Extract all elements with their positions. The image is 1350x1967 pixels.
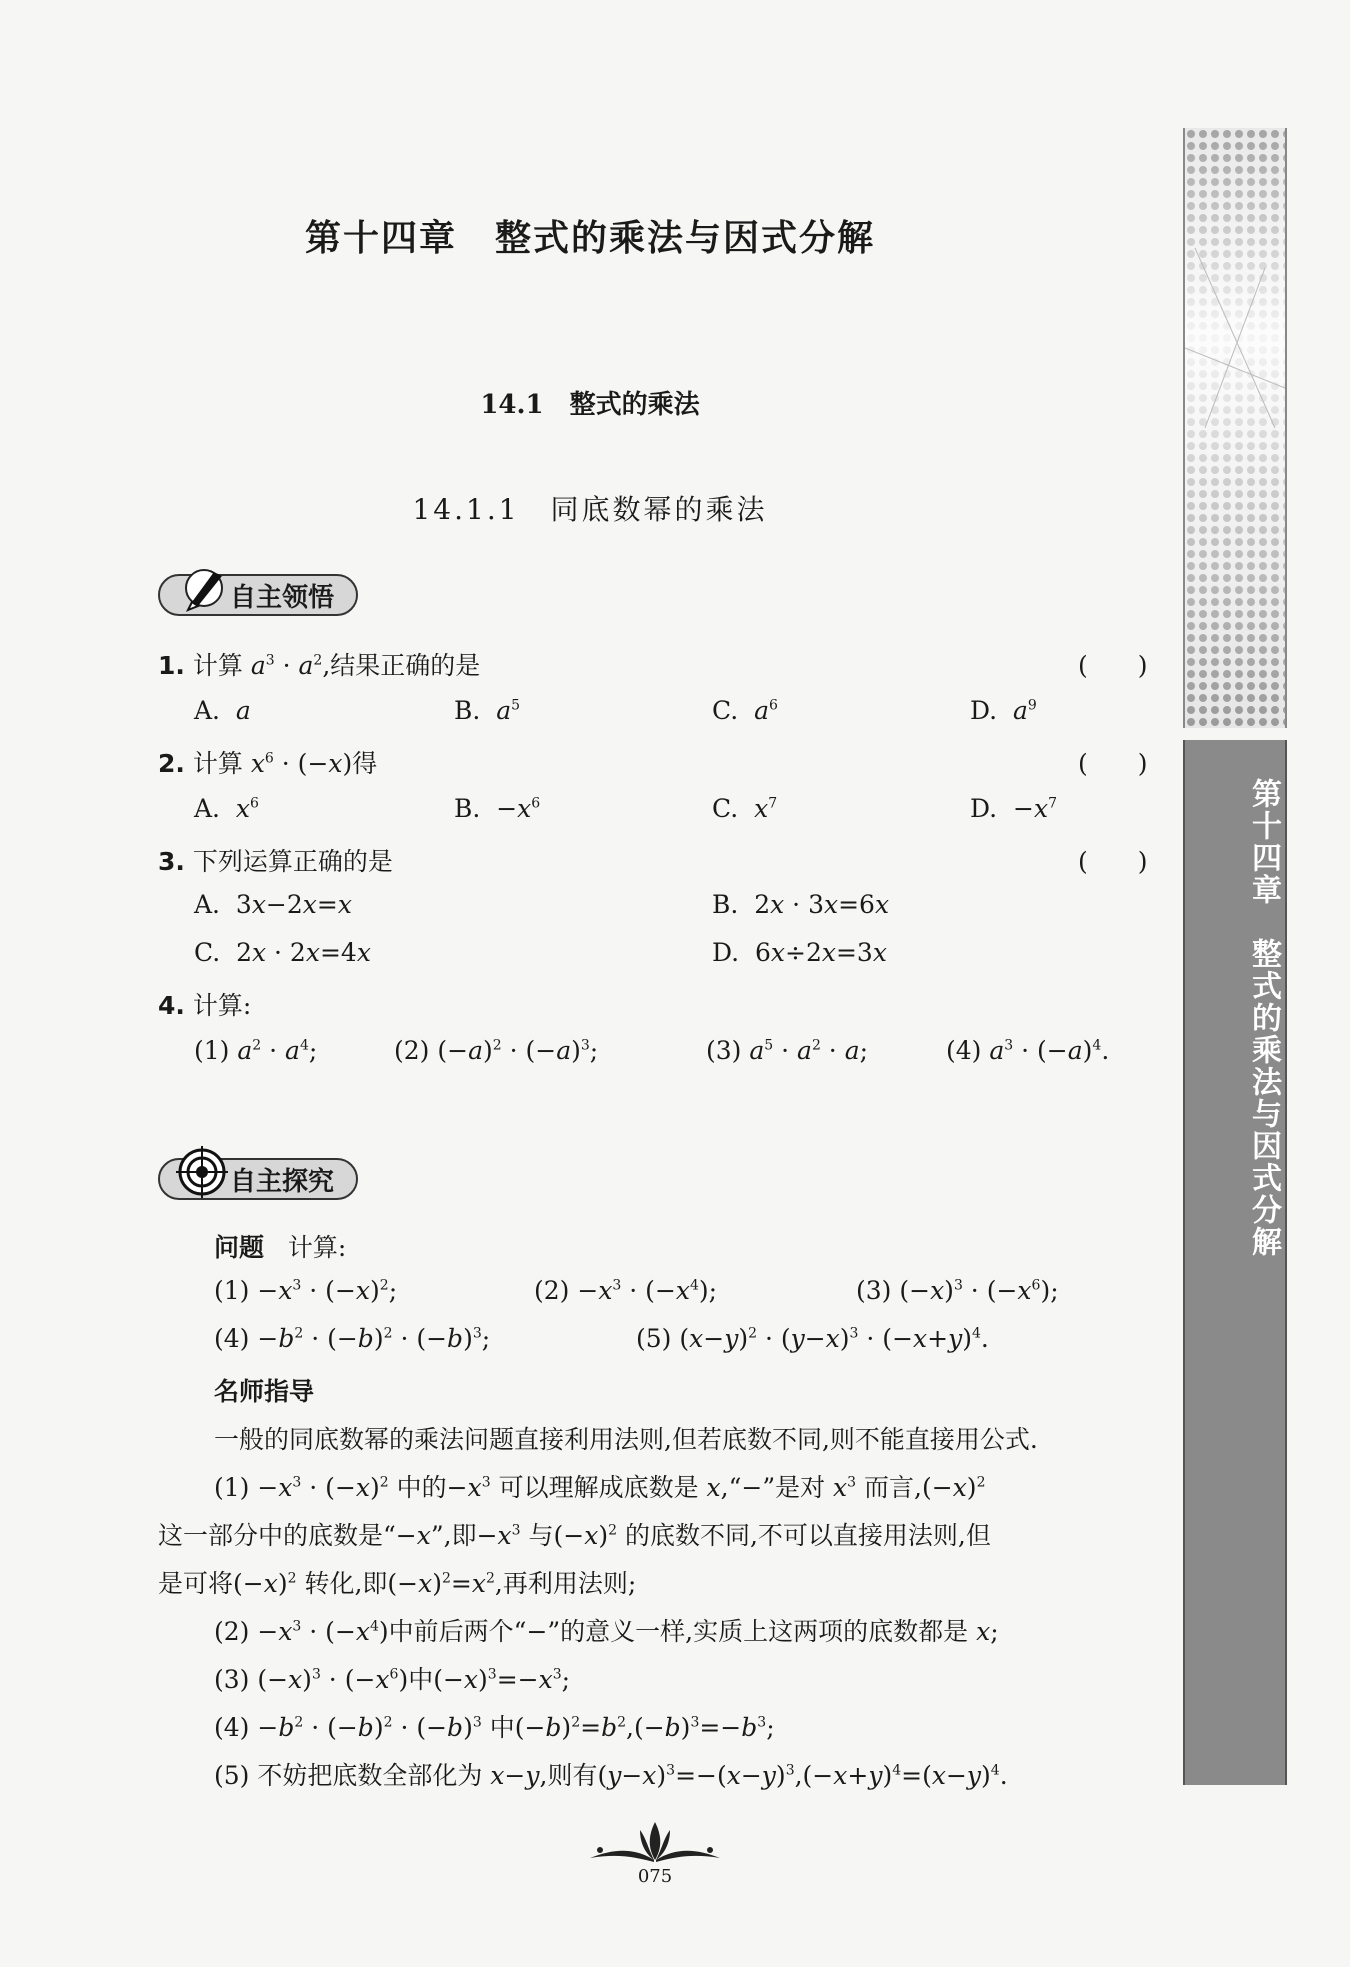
problem-part-3: (3) $(-x)^3 \cdot (-x^6)$;	[856, 1276, 1059, 1305]
badge-self-understanding	[158, 574, 358, 616]
q1-option-c: C. $a^6$	[712, 696, 778, 725]
question-3: 3. 下列运算正确的是	[158, 847, 393, 876]
guide-line-2: $(1) -x^3 \cdot (-x)^2$ 中的$-x^3$ 可以理解成底数是 x,“−”是对 $x^3$ 而言$,(-x)^2$	[214, 1473, 986, 1502]
problem-heading: 问题 计算:	[214, 1233, 347, 1262]
ornament-icon	[580, 1818, 730, 1866]
problem-part-5: (5) $(x-y)^2 \cdot (y-x)^3 \cdot (-x+y)^4$.	[636, 1324, 989, 1353]
q4-part-3: (3) $a^5 \cdot a^2 \cdot a$;	[706, 1036, 869, 1065]
chapter-title: 第十四章 整式的乘法与因式分解	[304, 217, 875, 259]
q4-part-4: (4) $a^3 \cdot (-a)^4$.	[946, 1036, 1110, 1065]
q4-part-2: (2) $(-a)^2 \cdot (-a)^3$;	[394, 1036, 599, 1065]
question-2: 2. 计算 $x^6 \cdot (-x)$得	[158, 749, 378, 778]
guide-line-4: 是可将$(-x)^2$ 转化,即$(-x)^2=x^2$,再利用法则;	[158, 1569, 637, 1598]
halftone-pattern	[1185, 128, 1285, 728]
q2-option-a: A. $x^6$	[194, 794, 259, 823]
badge-label: 自主探究	[230, 1166, 335, 1197]
q4-part-1: (1) $a^2 \cdot a^4$;	[194, 1036, 318, 1065]
side-chapter-text: 第十四章 整式的乘法与因式分解	[1246, 778, 1281, 1258]
problem-part-4: $(4) -b^2 \cdot (-b)^2 \cdot (-b)^3$;	[214, 1324, 491, 1353]
guide-heading: 名师指导	[214, 1377, 315, 1406]
q2-option-d: D. $-x^7$	[970, 794, 1057, 823]
q3-option-a: A. 3x−2x=x	[194, 890, 352, 919]
page-number: 075	[637, 1866, 673, 1887]
answer-paren-3: ( )	[1078, 847, 1148, 876]
q2-option-c: C. $x^7$	[712, 794, 778, 823]
q3-option-c: C. 2x · 2x=4x	[194, 938, 371, 967]
question-1: 1. 计算 $a^3 \cdot a^2$,结果正确的是	[158, 651, 481, 680]
badge-label: 自主领悟	[230, 582, 335, 613]
problem-part-1: $(1) -x^3 \cdot (-x)^2$;	[214, 1276, 398, 1305]
q1-option-d: D. $a^9$	[970, 696, 1037, 725]
section-title: 14.1 整式的乘法	[480, 390, 700, 420]
subsection-title: 14.1.1 同底数幂的乘法	[412, 493, 768, 526]
target-icon	[174, 1142, 230, 1198]
q3-option-b: B. 2x · 3x=6x	[712, 890, 890, 919]
side-decoration	[1183, 128, 1287, 728]
q3-option-d: D. 6x÷2x=3x	[712, 938, 887, 967]
guide-line-6: (3) $(-x)^3 \cdot (-x^6)$中$(-x)^3=-x^3$;	[214, 1665, 571, 1694]
guide-line-5: $(2) -x^3 \cdot (-x^4)$中前后两个“−”的意义一样,实质上这两项的底数都是 x;	[214, 1617, 999, 1646]
q2-option-b: B. $-x^6$	[454, 794, 541, 823]
guide-line-8: (5) 不妨把底数全部化为 x−y,则有$(y-x)^3=-(x-y)^3,(-x+y)^4=(x-y)^4$.	[214, 1761, 1008, 1790]
answer-paren-2: ( )	[1078, 749, 1148, 778]
badge-self-exploration	[158, 1158, 358, 1200]
problem-part-2: $(2) -x^3 \cdot (-x^4)$;	[534, 1276, 718, 1305]
question-4: 4. 计算:	[158, 991, 252, 1020]
side-chapter-tab	[1183, 740, 1287, 1785]
guide-line-3: 这一部分中的底数是“−x”,即$-x^3$ 与$(-x)^2$ 的底数不同,不可以直接用法则,但	[158, 1521, 991, 1550]
pen-icon	[174, 558, 230, 614]
q1-option-a: A. a	[194, 696, 251, 725]
guide-line-7: $(4) -b^2 \cdot (-b)^2 \cdot (-b)^3$ 中$(-b)^2=b^2,(-b)^3=-b^3$;	[214, 1713, 775, 1742]
answer-paren-1: ( )	[1078, 651, 1148, 680]
guide-line-1: 一般的同底数幂的乘法问题直接利用法则,但若底数不同,则不能直接用公式.	[214, 1425, 1038, 1454]
q1-option-b: B. $a^5$	[454, 696, 521, 725]
